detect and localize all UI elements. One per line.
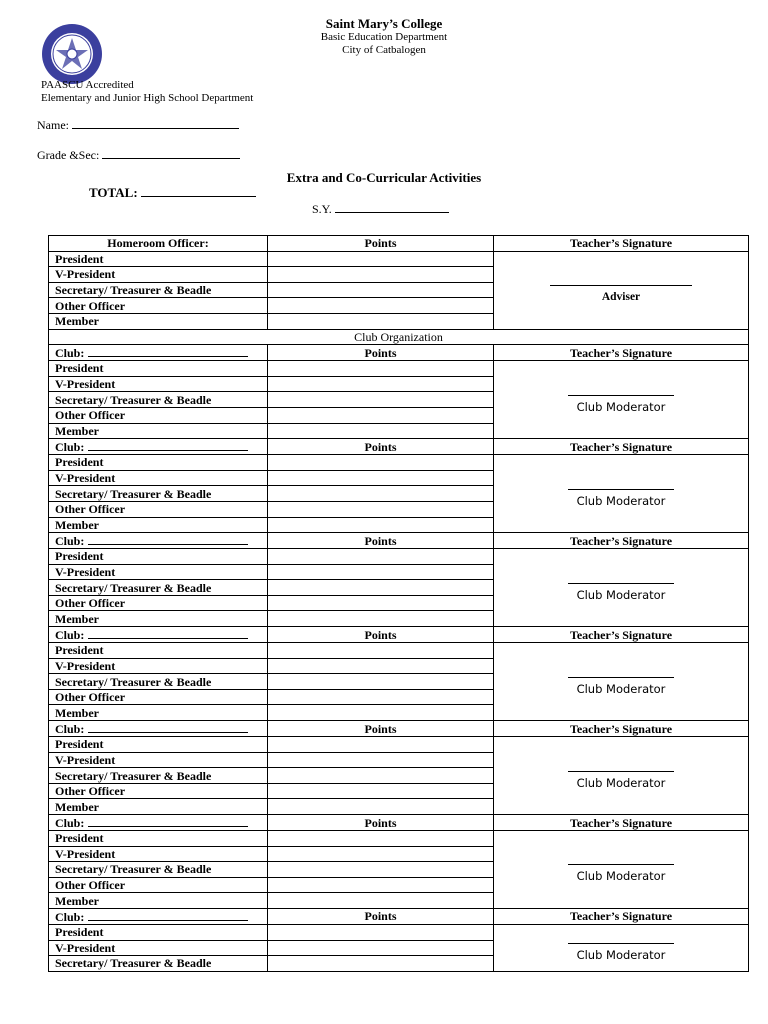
homeroom-role-label: Secretary/ Treasurer & Beadle bbox=[49, 282, 268, 298]
total-field[interactable] bbox=[89, 185, 256, 201]
club-moderator-signature-caption: Club Moderator bbox=[576, 869, 666, 884]
club-points-cell[interactable] bbox=[268, 376, 494, 392]
club-header-row bbox=[49, 815, 749, 831]
club-moderator-signature-cell[interactable] bbox=[494, 455, 749, 533]
department-name: Basic Education Department bbox=[320, 31, 448, 43]
club-moderator-signature-line[interactable] bbox=[568, 581, 674, 584]
club-moderator-signature-line[interactable] bbox=[568, 941, 674, 944]
homeroom-role-label: President bbox=[49, 251, 268, 267]
division-text: Elementary and Junior High School Department bbox=[41, 92, 254, 104]
club-points-header: Points bbox=[268, 627, 494, 643]
club-role-label: V-President bbox=[49, 752, 268, 768]
club-moderator-signature-cell[interactable] bbox=[494, 831, 749, 909]
club-role-label: Other Officer bbox=[49, 877, 268, 893]
club-moderator-signature-line[interactable] bbox=[568, 487, 674, 490]
club-points-cell[interactable] bbox=[268, 893, 494, 909]
club-name-blank-line[interactable] bbox=[88, 345, 248, 357]
club-moderator-signature-cell[interactable] bbox=[494, 549, 749, 627]
club-points-cell[interactable] bbox=[268, 799, 494, 815]
club-role-label: Other Officer bbox=[49, 595, 268, 611]
club-signature-header: Teacher’s Signature bbox=[494, 439, 749, 455]
club-role-label: V-President bbox=[49, 470, 268, 486]
club-moderator-signature-caption: Club Moderator bbox=[576, 399, 666, 414]
accreditation-text: PAASCU Accredited bbox=[41, 79, 134, 91]
club-signature-header: Teacher’s Signature bbox=[494, 721, 749, 737]
club-signature-header: Teacher’s Signature bbox=[494, 815, 749, 831]
club-role-label: Member bbox=[49, 611, 268, 627]
club-role-label: Secretary/ Treasurer & Beadle bbox=[49, 392, 268, 408]
club-header-row bbox=[49, 533, 749, 549]
club-moderator-signature-caption: Club Moderator bbox=[576, 681, 666, 696]
club-moderator-signature-cell[interactable] bbox=[494, 924, 749, 971]
club-role-label: Secretary/ Treasurer & Beadle bbox=[49, 486, 268, 502]
club-points-cell[interactable] bbox=[268, 831, 494, 847]
homeroom-points-cell[interactable] bbox=[268, 313, 494, 329]
club-points-header: Points bbox=[268, 439, 494, 455]
club-points-cell[interactable] bbox=[268, 752, 494, 768]
table-row bbox=[49, 831, 749, 847]
club-label: Club: bbox=[55, 909, 85, 924]
club-role-label: Member bbox=[49, 423, 268, 439]
club-signature-header: Teacher’s Signature bbox=[494, 908, 749, 924]
school-year-blank-line[interactable] bbox=[335, 202, 449, 213]
club-points-header: Points bbox=[268, 345, 494, 361]
name-blank-line[interactable] bbox=[72, 118, 239, 129]
club-points-cell[interactable] bbox=[268, 455, 494, 471]
club-header-row bbox=[49, 439, 749, 455]
club-role-label: Secretary/ Treasurer & Beadle bbox=[49, 956, 268, 972]
club-label: Club: bbox=[55, 534, 85, 549]
club-points-cell[interactable] bbox=[268, 470, 494, 486]
club-points-cell[interactable] bbox=[268, 689, 494, 705]
club-role-label: President bbox=[49, 643, 268, 659]
club-role-label: President bbox=[49, 455, 268, 471]
club-points-cell[interactable] bbox=[268, 501, 494, 517]
club-header-row bbox=[49, 908, 749, 924]
club-name-field[interactable] bbox=[49, 721, 268, 737]
club-name-field[interactable] bbox=[49, 533, 268, 549]
club-name-blank-line[interactable] bbox=[88, 815, 248, 827]
grade-section-label: Grade &Sec: bbox=[37, 148, 100, 162]
club-name-blank-line[interactable] bbox=[88, 439, 248, 451]
club-role-label: President bbox=[49, 549, 268, 565]
club-points-cell[interactable] bbox=[268, 956, 494, 972]
homeroom-points-cell[interactable] bbox=[268, 282, 494, 298]
club-role-label: V-President bbox=[49, 940, 268, 956]
club-label: Club: bbox=[55, 346, 85, 361]
club-name-field[interactable] bbox=[49, 345, 268, 361]
activities-table bbox=[48, 235, 749, 972]
school-name: Saint Mary’s College bbox=[325, 16, 443, 31]
club-points-header: Points bbox=[268, 815, 494, 831]
club-points-cell[interactable] bbox=[268, 846, 494, 862]
table-row bbox=[49, 455, 749, 471]
table-row bbox=[49, 361, 749, 377]
city-name: City of Catbalogen bbox=[342, 44, 426, 56]
club-role-label: President bbox=[49, 924, 268, 940]
club-points-cell[interactable] bbox=[268, 392, 494, 408]
club-points-cell[interactable] bbox=[268, 361, 494, 377]
name-field[interactable] bbox=[37, 118, 239, 133]
club-points-cell[interactable] bbox=[268, 940, 494, 956]
club-points-header: Points bbox=[268, 721, 494, 737]
club-role-label: Member bbox=[49, 893, 268, 909]
club-role-label: President bbox=[49, 737, 268, 753]
club-points-cell[interactable] bbox=[268, 486, 494, 502]
club-moderator-signature-caption: Club Moderator bbox=[576, 493, 666, 508]
table-row bbox=[49, 643, 749, 659]
club-points-cell[interactable] bbox=[268, 580, 494, 596]
homeroom-role-label: V-President bbox=[49, 267, 268, 283]
total-blank-line[interactable] bbox=[141, 186, 256, 197]
club-signature-header: Teacher’s Signature bbox=[494, 345, 749, 361]
club-name-blank-line[interactable] bbox=[88, 721, 248, 733]
club-signature-header: Teacher’s Signature bbox=[494, 533, 749, 549]
homeroom-role-label: Other Officer bbox=[49, 298, 268, 314]
school-year-field[interactable] bbox=[312, 202, 449, 217]
club-header-row bbox=[49, 345, 749, 361]
club-role-label: Secretary/ Treasurer & Beadle bbox=[49, 862, 268, 878]
club-points-cell[interactable] bbox=[268, 407, 494, 423]
club-points-header: Points bbox=[268, 533, 494, 549]
club-header-row bbox=[49, 721, 749, 737]
club-moderator-signature-cell[interactable] bbox=[494, 361, 749, 439]
club-role-label: Secretary/ Treasurer & Beadle bbox=[49, 674, 268, 690]
club-name-field[interactable] bbox=[49, 815, 268, 831]
homeroom-officer-header: Homeroom Officer: bbox=[49, 236, 268, 252]
club-role-label: Secretary/ Treasurer & Beadle bbox=[49, 768, 268, 784]
club-points-cell[interactable] bbox=[268, 658, 494, 674]
club-moderator-signature-line[interactable] bbox=[568, 675, 674, 678]
homeroom-points-cell[interactable] bbox=[268, 267, 494, 283]
club-points-cell[interactable] bbox=[268, 423, 494, 439]
club-points-cell[interactable] bbox=[268, 595, 494, 611]
club-role-label: V-President bbox=[49, 376, 268, 392]
club-points-cell[interactable] bbox=[268, 924, 494, 940]
club-role-label: Member bbox=[49, 517, 268, 533]
club-moderator-signature-caption: Club Moderator bbox=[576, 775, 666, 790]
club-points-cell[interactable] bbox=[268, 877, 494, 893]
club-section-row bbox=[49, 329, 749, 345]
club-moderator-signature-line[interactable] bbox=[568, 769, 674, 772]
homeroom-points-header: Points bbox=[268, 236, 494, 252]
club-name-blank-line[interactable] bbox=[88, 533, 248, 545]
club-label: Club: bbox=[55, 722, 85, 737]
club-moderator-signature-cell[interactable] bbox=[494, 643, 749, 721]
homeroom-adviser-signature-caption: Adviser bbox=[601, 291, 641, 304]
club-role-label: Other Officer bbox=[49, 501, 268, 517]
club-label: Club: bbox=[55, 628, 85, 643]
club-role-label: Other Officer bbox=[49, 407, 268, 423]
homeroom-points-cell[interactable] bbox=[268, 298, 494, 314]
total-label: TOTAL: bbox=[89, 185, 138, 200]
club-role-label: V-President bbox=[49, 564, 268, 580]
club-points-cell[interactable] bbox=[268, 737, 494, 753]
club-header-row bbox=[49, 627, 749, 643]
club-points-cell[interactable] bbox=[268, 549, 494, 565]
form-title: Extra and Co-Curricular Activities bbox=[286, 170, 482, 185]
club-points-cell[interactable] bbox=[268, 705, 494, 721]
club-role-label: Member bbox=[49, 799, 268, 815]
club-points-cell[interactable] bbox=[268, 862, 494, 878]
name-label: Name: bbox=[37, 118, 69, 132]
club-points-cell[interactable] bbox=[268, 564, 494, 580]
club-name-blank-line[interactable] bbox=[88, 909, 248, 921]
grade-section-field[interactable] bbox=[37, 148, 240, 163]
club-organization-title: Club Organization bbox=[49, 329, 749, 345]
club-name-blank-line[interactable] bbox=[88, 627, 248, 639]
table-row bbox=[49, 251, 749, 267]
club-role-label: Member bbox=[49, 705, 268, 721]
club-moderator-signature-line[interactable] bbox=[568, 393, 674, 396]
club-moderator-signature-caption: Club Moderator bbox=[576, 587, 666, 602]
school-year-label: S.Y. bbox=[312, 202, 332, 216]
club-role-label: Other Officer bbox=[49, 689, 268, 705]
club-points-cell[interactable] bbox=[268, 768, 494, 784]
club-role-label: Other Officer bbox=[49, 783, 268, 799]
club-moderator-signature-cell[interactable] bbox=[494, 737, 749, 815]
club-role-label: Secretary/ Treasurer & Beadle bbox=[49, 580, 268, 596]
club-label: Club: bbox=[55, 440, 85, 455]
club-moderator-signature-line[interactable] bbox=[568, 862, 674, 865]
club-points-header: Points bbox=[268, 908, 494, 924]
table-row bbox=[49, 737, 749, 753]
club-points-cell[interactable] bbox=[268, 611, 494, 627]
homeroom-header-row bbox=[49, 236, 749, 252]
table-row bbox=[49, 924, 749, 940]
homeroom-adviser-signature-line[interactable] bbox=[550, 283, 692, 286]
club-points-cell[interactable] bbox=[268, 643, 494, 659]
homeroom-adviser-signature-cell[interactable] bbox=[494, 251, 749, 329]
club-name-field[interactable] bbox=[49, 627, 268, 643]
club-moderator-signature-caption: Club Moderator bbox=[576, 947, 666, 962]
club-points-cell[interactable] bbox=[268, 517, 494, 533]
club-role-label: President bbox=[49, 831, 268, 847]
homeroom-role-label: Member bbox=[49, 313, 268, 329]
club-role-label: V-President bbox=[49, 846, 268, 862]
club-points-cell[interactable] bbox=[268, 674, 494, 690]
club-name-field[interactable] bbox=[49, 908, 268, 924]
homeroom-points-cell[interactable] bbox=[268, 251, 494, 267]
table-row bbox=[49, 549, 749, 565]
club-role-label: President bbox=[49, 361, 268, 377]
homeroom-signature-header: Teacher’s Signature bbox=[494, 236, 749, 252]
grade-section-blank-line[interactable] bbox=[102, 148, 240, 159]
club-label: Club: bbox=[55, 816, 85, 830]
club-signature-header: Teacher’s Signature bbox=[494, 627, 749, 643]
club-name-field[interactable] bbox=[49, 439, 268, 455]
club-points-cell[interactable] bbox=[268, 783, 494, 799]
club-role-label: V-President bbox=[49, 658, 268, 674]
